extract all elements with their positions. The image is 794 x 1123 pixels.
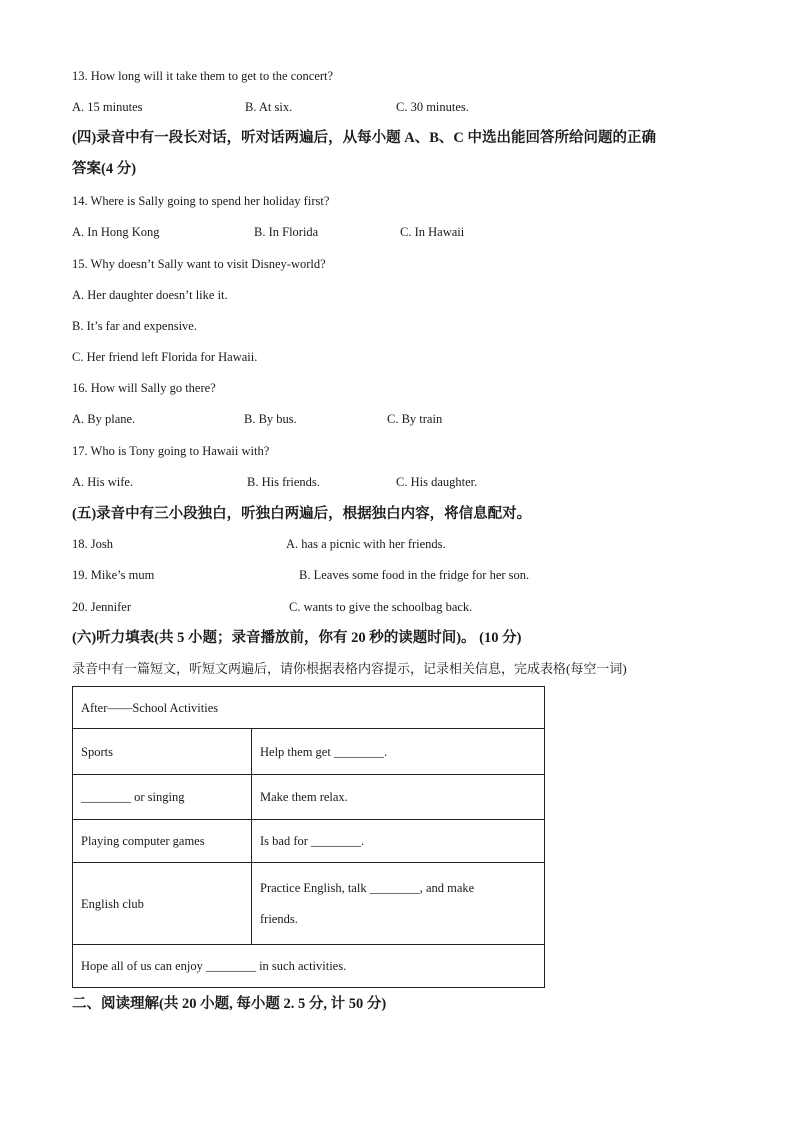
match-right-b: B. Leaves some food in the fridge for her son.	[299, 568, 530, 582]
table-cell-right: Make them relax.	[252, 775, 545, 820]
part-2-heading: 二、阅读理解(共 20 小题, 每小题 2. 5 分, 计 50 分)	[72, 996, 387, 1012]
section-6-instruction: 录音中有一篇短文，听短文两遍后，请你根据表格内容提示，记录相关信息，完成表格(每空一词)	[72, 661, 627, 676]
q15-option-c: C. Her friend left Florida for Hawaii.	[72, 350, 258, 364]
table-cell-right: Help them get ________.	[252, 729, 545, 775]
q17-option-b: B. His friends.	[247, 475, 320, 489]
q13-option-c: C. 30 minutes.	[396, 100, 469, 114]
q15-option-a: A. Her daughter doesn’t like it.	[72, 288, 228, 302]
table-cell-right-line1: Practice English, talk ________, and make	[260, 880, 475, 895]
match-left-19: 19. Mike’s mum	[72, 568, 155, 582]
table-title: After——School Activities	[73, 687, 545, 729]
table-cell-left: Sports	[73, 729, 252, 775]
table-footer: Hope all of us can enjoy ________ in such activities.	[73, 945, 545, 988]
q16-option-c: C. By train	[387, 412, 443, 426]
match-right-c: C. wants to give the schoolbag back.	[289, 600, 473, 614]
match-right-a: A. has a picnic with her friends.	[286, 537, 446, 551]
q13-option-b: B. At six.	[245, 100, 293, 114]
q14-option-b: B. In Florida	[254, 225, 319, 239]
section-5-heading: (五)录音中有三小段独白，听独白两遍后，根据独白内容，将信息配对。	[72, 506, 532, 522]
question-15: 15. Why doesn’t Sally want to visit Disney-world?	[72, 257, 326, 271]
q17-option-a: A. His wife.	[72, 475, 134, 489]
table-cell-left: ________ or singing	[73, 775, 252, 820]
question-16: 16. How will Sally go there?	[72, 381, 216, 395]
q14-option-a: A. In Hong Kong	[72, 225, 160, 239]
table-cell-left: English club	[73, 863, 252, 945]
q16-option-a: A. By plane.	[72, 412, 136, 426]
question-14: 14. Where is Sally going to spend her holiday first?	[72, 194, 330, 208]
table-cell-right-multiline	[252, 863, 545, 945]
section-6-heading: (六)听力填表(共 5 小题；录音播放前，你有 20 秒的读题时间)。 (10 分)	[72, 630, 522, 646]
table-cell-right: Is bad for ________.	[252, 820, 545, 863]
q15-option-b: B. It’s far and expensive.	[72, 319, 197, 333]
question-13: 13. How long will it take them to get to the concert?	[72, 69, 334, 83]
listening-fill-table	[72, 686, 545, 988]
match-left-18: 18. Josh	[72, 537, 113, 551]
section-4-heading-line2: 答案(4 分)	[72, 161, 137, 177]
q14-option-c: C. In Hawaii	[400, 225, 465, 239]
question-17: 17. Who is Tony going to Hawaii with?	[72, 444, 270, 458]
q13-option-a: A. 15 minutes	[72, 100, 143, 114]
q16-option-b: B. By bus.	[244, 412, 297, 426]
table-cell-left: Playing computer games	[73, 820, 252, 863]
table-cell-right-line2: friends.	[260, 911, 298, 926]
q17-option-c: C. His daughter.	[396, 475, 478, 489]
match-left-20: 20. Jennifer	[72, 600, 132, 614]
section-4-heading-line1: (四)录音中有一段长对话，听对话两遍后，从每小题 A、B、C 中选出能回答所给问题的正确	[72, 130, 657, 146]
